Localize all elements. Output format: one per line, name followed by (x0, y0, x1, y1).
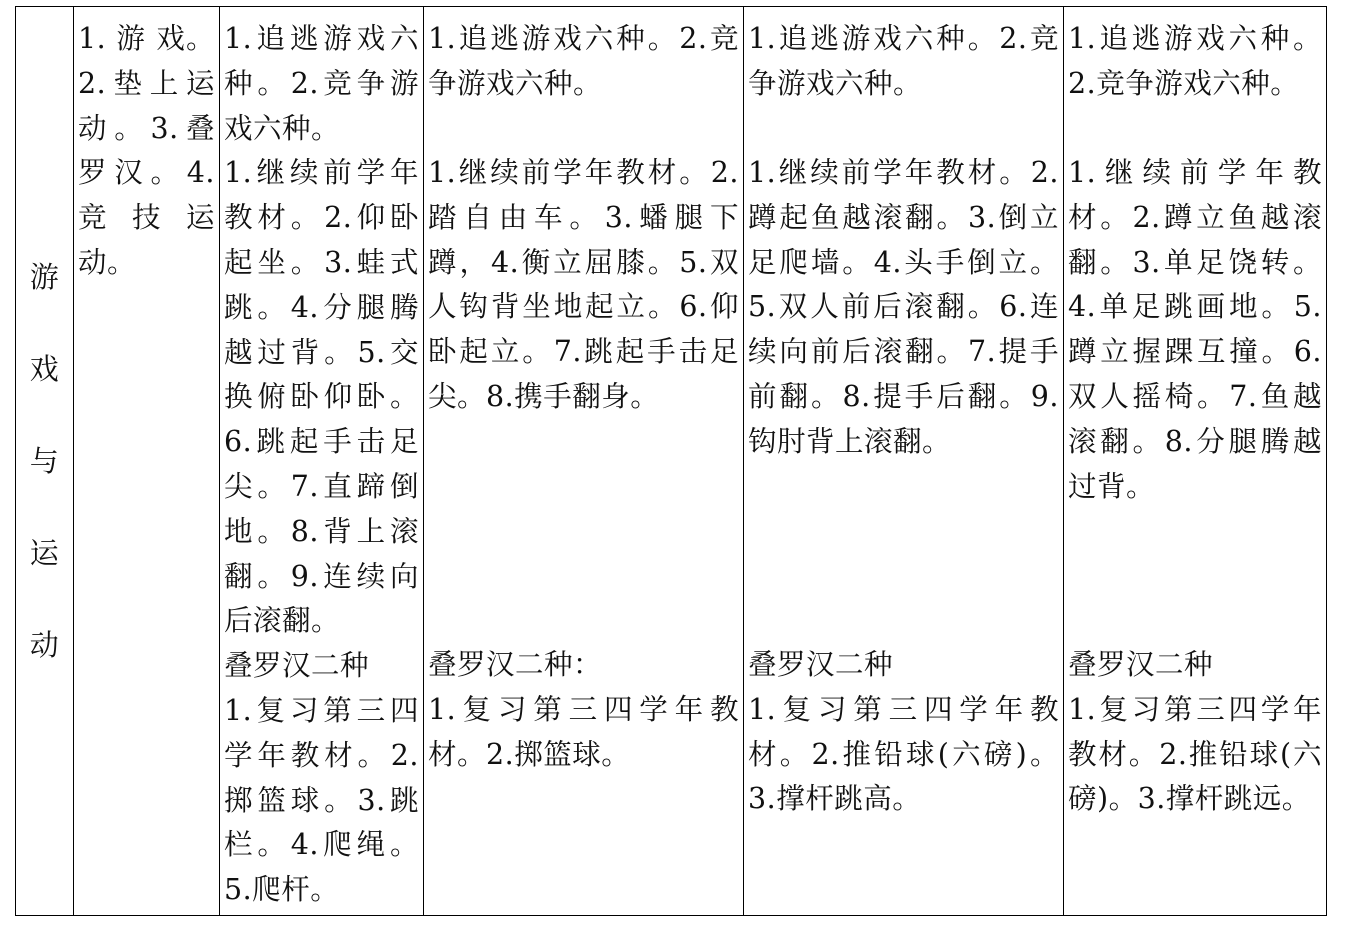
category-char: 与 (29, 444, 60, 478)
grade-cell-3 (744, 7, 1064, 916)
athletics-text: 1.复习第三四学年教材。2.推铅球(六磅)。3.撑杆跳高。 (748, 692, 1059, 816)
topic-list-text: 1. 游 戏。2.垫上运动。3.叠罗汉。4.竞技运动。 (78, 22, 215, 279)
mat-exercise-text: 1.继续前学年教材。2.仰卧起坐。3.蛙式跳。4.分腿腾越过背。5.交换俯卧仰卧。6.跳起手击足尖。7.直蹄倒地。8.背上滚翻。9.连续向后滚翻。 (224, 156, 419, 638)
pyramid-text: 叠罗汉二种 (748, 648, 894, 681)
category-char: 戏 (29, 352, 60, 386)
games-text: 1.追逃游戏六种。2.竞争游戏六种。 (428, 22, 739, 100)
mat-exercise-text: 1.继续前学年教材。2.蹲起鱼越滚翻。3.倒立足爬墙。4.头手倒立。5.双人前后滚翻。6.连续向前后滚翻。7.提手前翻。8.提手后翻。9.钩肘背上滚翻。 (748, 156, 1059, 458)
athletics-text: 1.复习第三四学年教材。2.掷篮球。3.跳栏。4.爬绳。5.爬杆。 (224, 693, 419, 907)
category-char: 动 (29, 628, 60, 662)
games-text: 1.追逃游戏六种。2.竞争游戏六种。 (1068, 22, 1322, 100)
pyramid-text: 叠罗汉二种： (428, 648, 603, 681)
curriculum-table (15, 6, 1327, 916)
table-row (16, 7, 1327, 916)
grade-cell-1 (220, 7, 424, 916)
category-cell (16, 7, 74, 916)
games-text: 1.追逃游戏六种。2.竞争游戏六种。 (748, 22, 1059, 100)
mat-exercise-text: 1.继续前学年教材。2.蹲立鱼越滚翻。3.单足饶转。4.单足跳画地。5.蹲立握踝互撞。6.双人摇椅。7.鱼越滚翻。8.分腿腾越过背。 (1068, 156, 1322, 503)
category-char: 运 (29, 536, 60, 570)
athletics-text: 1.复习第三四学年教材。2.推铅球(六磅)。3.撑杆跳远。 (1068, 692, 1322, 816)
pyramid-text: 叠罗汉二种 (224, 649, 370, 683)
athletics-text: 1.复习第三四学年教材。2.掷篮球。 (428, 692, 739, 771)
category-char: 游 (29, 260, 60, 294)
grade-cell-2 (424, 7, 744, 916)
topic-list-cell (74, 7, 220, 916)
grade-cell-4 (1064, 7, 1327, 916)
games-text: 1.追逃游戏六种。2.竞争游戏六种。 (224, 22, 419, 145)
mat-exercise-text: 1.继续前学年教材。2.踏自由车。3.蟠腿下蹲，4.衡立屈膝。5.双人钩背坐地起立。6.仰卧起立。7.跳起手击足尖。8.携手翻身。 (428, 156, 739, 413)
pyramid-text: 叠罗汉二种 (1068, 648, 1214, 681)
